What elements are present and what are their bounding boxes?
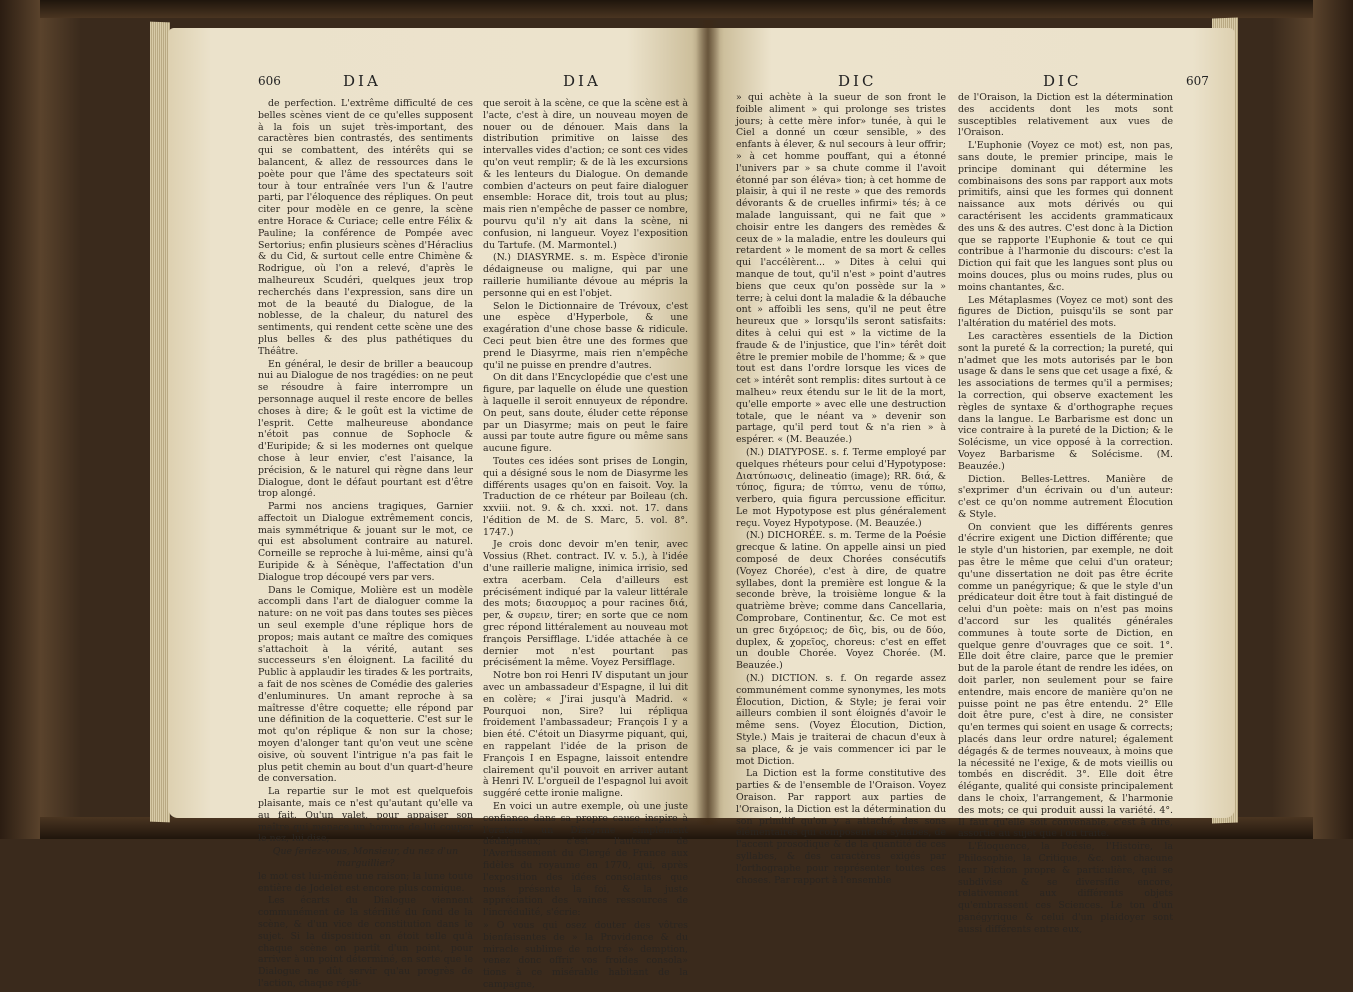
page-edges-left — [150, 22, 170, 823]
paragraph: que seroit à la scène, ce que la scène est à l'acte, c'est à dire, un nouveau moyen de nouer ou de dénouer. Mais dans la distribution primitive on laisse des intervalles vides d'action; ce sont ces vides qu'on veut remplir; & de là les excursions & les lenteurs du Dialogue. On demande combien d'acteurs on peut faire dialoguer ensemble: Horace dit, trois tout au plus; mais rien n'empêche de passer ce nombre, pourvu qu'il n'y ait dans la scène, ni confusion, ni langueur. Voyez l'exposition du Tartufe. (M. Marmontel.) — [483, 98, 688, 251]
paragraph: Dans le Comique, Molière est un modèle accompli dans l'art de dialoguer comme la nature: on ne voit pas dans toutes ses pièces un seul exemple d'une réplique hors de propos; mais autant ce maître des comiques s'attachoit à la vérité, autant ses successeurs s'en éloignent. La facilité du Public à applaudir les tirades & les portraits, a fait de nos scènes de Comédie des galeries d'enluminures. Un amant reproche à sa maîtresse d'être coquette; elle répond par une définition de la coquetterie. C'est sur le mot qu'on réplique & non sur la chose; moyen d'alonger tant qu'on veut une scène oisive, où souvent l'intrigue n'a pas fait le plus petit chemin au bout d'un quart-d'heure de conversation. — [258, 584, 473, 785]
verse-quote: Que feriez-vous, Monsieur, du nez d'un marguillier? — [272, 846, 459, 869]
paragraph: L'Euphonie (Voyez ce mot) est, non pas, sans doute, le premier principe, mais le principe dominant qui détermine les combinaisons des sons par rapport aux mots primitifs, ainsi que les formes qui donnent naissance aux mots dérivés ou qui caractérisent les accidents grammaticaux des uns & des autres. C'est donc à la Diction que se rapporte l'Euphonie & tout ce qui contribue à l'harmonie du discours: c'est la Diction qui fait que les langues sont plus ou moins douces, plus ou moins rudes, plus ou moins chantantes, &c. — [958, 140, 1173, 293]
paragraph: La repartie sur le mot est quelquefois plaisante, mais ce n'est qu'autant qu'elle va au fait. Qu'un valet, pour appaiser son maître qui menace un homme de lui couper le nez, lui dise, — [258, 786, 473, 845]
paragraph: de l'Oraison, la Diction est la détermination des accidents dont les mots sont susceptibles relativement aux vues de l'Oraison. — [958, 92, 1173, 139]
paragraph: L'Éloquence, la Poésie, l'Histoire, la Philosophie, la Critique, &c. ont chacune leur Diction propre & particulière, qui se subdivise & se diversifie encore, relativement aux différents objets qu'embrassent ces Sciences. Le ton d'un panégyrique & celui d'un plaidoyer sont aussi différents entre eux, — [958, 841, 1173, 935]
running-head: DIA — [563, 72, 601, 90]
page-number: 606 — [258, 74, 281, 88]
right-page-column-2 — [958, 92, 1173, 937]
paragraph: Les écarts du Dialogue viennent communément de la stérilité du fond de la scène, & d'un vice de constitution dans le sujet. Si la disposition en étoit telle qu'à chaque scène on partît d'un point, pour arriver à un point déterminé, en sorte que le Dialogue ne dût servir qu'au progrès de l'action, chaque répli- — [258, 895, 473, 989]
left-page — [168, 28, 708, 990]
paragraph: La Diction est la forme constitutive des parties & de l'ensemble de l'Oraison. Voyez Oraison. Par rapport aux parties de l'Oraison, la Diction est la détermination du son primitif qu'on y a attaché, des sons élémentaires qui composent les syllabes, de l'accent prosodique & de la quantité de ces syllabes, & des caractères exigés par l'orthographe pour représenter toutes ces choses. Par rapport à l'ensemble — [736, 768, 946, 886]
entry-dichoree: (N.) DICHORÉE. s. m. Terme de la Poésie grecque & latine. On appelle ainsi un pied composé de deux Chorées consécutifs (Voyez Chorée), c'est à dire, de quatre syllabes, dont la première est longue & la seconde brève, la troisième longue & la quatrième brève; comme dans Cancellaria, Comprobare, Continentur, &c. Ce mot est un grec διχόρειος; de δὶς, bis, ou de δύο, duplex, & χορεῖος, choreus: c'est en effet un double Chorée. Voyez Chorée. (M. Beauzée.) — [736, 530, 946, 672]
paragraph: Les Métaplasmes (Voyez ce mot) sont des figures de Diction, puisqu'ils se sont par l'altération du matériel des mots. — [958, 294, 1173, 330]
paragraph: On dit dans l'Encyclopédie que c'est une figure, par laquelle on élude une question à laquelle il seroit ennuyeux de répondre. On peut, sans doute, éluder cette réponse par un Diasyrme; mais on peut le faire aussi par toute autre figure ou même sans aucune figure. — [483, 372, 688, 455]
book-cover-top — [40, 0, 1313, 18]
entry-diatypose: (N.) DIATYPOSE. s. f. Terme employé par quelques rhéteurs pour celui d'Hypotypose: Διατύπωσις, delineatio (image); RR. διά, & τύπος, figura; de τύπτω, venu de τύπω, verbero, quia figura percussione efficitur. Le mot Hypotypose est plus généralement reçu. Voyez Hypotypose. (M. Beauzée.) — [736, 446, 946, 529]
left-page-column-2 — [483, 98, 688, 992]
entry-diasyrme: (N.) DIASYRME. s. m. Espèce d'ironie dédaigneuse ou maligne, qui par une raillerie humiliante dévoue au mépris la personne qui en est l'objet. — [483, 252, 688, 299]
paragraph: de perfection. L'extrême difficulté de ces belles scènes vient de ce qu'elles supposent à la fois un sujet très-important, des caractères bien contrastés, des sentiments qui se combattent, des intérêts qui se balancent, & allez de ressources dans le poète pour que l'âme des spectateurs soit tour à tour entraînée vers l'un & l'autre parti, par l'éloquence des répliques. On peut citer pour modèle en ce genre, la scène entre Horace & Curiace; celle entre Félix & Pauline; la conférence de Pompée avec Sertorius; enfin plusieurs scènes d'Héraclius & du Cid, & surtout celle entre Chimène & Rodrigue, où l'on a relevé, d'après le malheureux Scudéri, quelques jeux trop recherchés dans l'expression, sans dire un mot de la beauté du Dialogue, de la noblesse, de la chaleur, du naturel des sentiments, qui rendent cette scène une des plus belles & des plus pathétiques du Théâtre. — [258, 98, 473, 357]
entry-diction-belles-lettres: Diction. Belles-Lettres. Manière de s'exprimer d'un écrivain ou d'un auteur: c'est ce qu'on nomme autrement Élocution & Style. — [958, 473, 1173, 520]
paragraph: On convient que les différents genres d'écrire exigent une Diction différente; que le style d'un historien, par exemple, ne doit pas être le même que celui d'un orateur; qu'une dissertation ne doit pas être écrite comme un panégyrique; & que le style d'un prédicateur doit être tout à fait distingué de celui d'un poète: mais on n'est pas moins d'accord sur les qualités générales communes à toute sorte de Diction, en quelque genre d'ouvrages que ce soit. 1°. Elle doit être claire, parce que le premier but de la parole étant de rendre les idées, on doit parler, non seulement pour se faire entendre, mais encore de manière qu'on ne puisse point ne pas être entendu. 2° Elle doit être pure, c'est à dire, ne consister qu'en termes qui soient en usage & corrects; placés dans leur ordre naturel; également dégagés & de termes nouveaux, à moins que la nécessité ne l'exige, & de mots vieillis ou tombés en discrédit. 3°. Elle doit être élégante, qualité qui consiste principalement dans le choix, l'arrangement, & l'harmonie des mots; ce qui produit aussi la variété. 4°. Il faut qu'elle soit convenable, c'est à dire, assortie au sujet que l'on traite. — [958, 521, 1173, 840]
paragraph: En voici un autre exemple, où une juste confiance dans sa propre cause inspire à l'orateur un Diasyrme simplement dédaigneux; c'est l'auteur de l'Avertissement du Clergé de France aux fidèles du royaume en 1770, qui, après l'exposition des idées consolantes que nous présente la foi, & la juste appréciation des vaines ressources de l'incrédulité, s'écrie: — [483, 801, 688, 919]
paragraph: Parmi nos anciens tragiques, Garnier affectoit un Dialogue extrêmement concis, mais symmétrique & jouant sur le mot, ce qui est absolument contraire au naturel. Corneille se reproche à lui-même, ainsi qu'à Euripide & à Sénèque, l'affectation d'un Dialogue trop découpé vers par vers. — [258, 501, 473, 583]
quotation: » O vous qui osez douter des vôtres bienfaisantes de » la Providence & du miracle sublime de notre ré» demption, venez donc offrir vos froides consola» tions à ce misérable habitant de la campagne, — [483, 919, 688, 990]
paragraph: Je crois donc devoir m'en tenir, avec Vossius (Rhet. contract. IV. v. 5.), à l'idée d'une raillerie maligne, inimica irrisio, sed extra acerbam. Cela d'ailleurs est précisément indiqué par la valeur littérale des mots; διασυρμος a pour racines διά, per, & συρειν, tirer; en sorte que ce nom grec répond littéralement au nouveau mot françois Persifflage. L'idée attachée à ce dernier mot n'est pourtant pas précisément la même. Voyez Persifflage. — [483, 539, 688, 669]
running-head: DIC — [838, 72, 877, 90]
paragraph: le mot est lui-même une raison; la lune toute entière de Jodelet est encore plus comique. — [258, 870, 473, 894]
paragraph: Les caractères essentiels de la Diction sont la pureté & la correction; la pureté, qui n'admet que les mots autorisés par le bon usage & dans le sens que cet usage a fixé, & les associations de termes qu'il a permises; la correction, qui observe exactement les règles de syntaxe & d'orthographe reçues dans la langue. Le Barbarisme est donc un vice contraire à la pureté de la Diction; & le Solécisme, un vice opposé à la correction. Voyez Barbarisme & Solécisme. (M. Beauzée.) — [958, 330, 1173, 472]
right-page-column-1 — [736, 92, 946, 887]
page-number: 607 — [1186, 74, 1209, 88]
right-page — [708, 28, 1235, 935]
quotation: » qui achète à la sueur de son front le foible aliment » qui prolonge ses tristes jours; à cette mère infor» tunée, à qui le Ciel a donné un cœur sensible, » des enfants à élever, & nul secours à leur offrir; » à cet homme pouffant, qui a étonné l'univers par » sa chute comme il l'avoit étonné par son éléva» tion; à cet homme de plaisir, à qui il ne reste » que des remords dévorants & de cruelles infirmi» tés; à ce malade languissant, qui ne fait que » choisir entre les dangers des remèdes & ceux de » la maladie, entre les douleurs qui retardent » le moment de sa mort & celles qui l'accélèrent... » Dites à celui qui manque de tout, qu'il n'est » point d'autres biens que ceux qu'on possède sur la » terre; à celui dont la maladie & la débauche ont » affoibli les sens, qu'il ne peut être heureux que » lorsqu'ils seront satisfaits: dites à celui qui est » la victime de la fraude & de l'injustice, que l'in» térêt doit être le premier mobile de l'homme; & » que tout est dans l'ordre lorsque les vices de cet » intérêt sont remplis: dites surtout à ce malheu» reux étendu sur le lit de la mort, qu'elle emporte » avec elle une destruction totale, que le néant va » devenir son partage, qu'il perd tout & n'a rien » à espérer. « (M. Beauzée.) — [736, 92, 946, 446]
paragraph: Toutes ces idées sont prises de Longin, qui a désigné sous le nom de Diasyrme les différents usages qu'on en faisoit. Voy. la Traduction de ce rhéteur par Boileau (ch. xxviii. not. 9. & ch. xxxi. not. 17. dans l'édition de M. de S. Marc, 5. vol. 8°. 1747.) — [483, 455, 688, 538]
paragraph: En général, le desir de briller a beaucoup nui au Dialogue de nos tragédies: on ne peut se résoudre à faire interrompre un personnage auquel il reste encore de belles choses à dire; & le goût est la victime de l'esprit. Cette malheureuse abondance n'étoit pas connue de Sophocle & d'Euripide; & si les modernes ont quelque chose à leur envier, c'est l'aisance, la précision, & le naturel qui règne dans leur Dialogue, dont le défaut pourtant est d'être trop alongé. — [258, 358, 473, 500]
paragraph: Notre bon roi Henri IV disputant un jour avec un ambassadeur d'Espagne, il lui dit en colère; « J'irai jusqu'à Madrid. « Pourquoi non, Sire? lui répliqua froidement l'ambassadeur; François I y a bien été. C'étoit un Diasyrme piquant, qui, en rappelant l'idée de la prison de François I en Espagne, laissoit entendre clairement qu'il pouvoit en arriver autant à Henri IV. L'orgueil de l'espagnol lui avoit suggéré cette ironie maligne. — [483, 670, 688, 800]
book-gutter — [696, 20, 720, 825]
entry-diction: (N.) DICTION. s. f. On regarde assez communément comme synonymes, les mots Élocution, Diction, & Style; je ferai voir ailleurs combien il sont éloignés d'avoir le même sens. (Voyez Élocution, Diction, Style.) Mais je traiterai de chacun d'eux à sa place, & je vais commencer ici par le mot Diction. — [736, 673, 946, 767]
paragraph: Selon le Dictionnaire de Trévoux, c'est une espèce d'Hyperbole, & une exagération d'une chose basse & ridicule. Ceci peut bien être une des formes que prend le Diasyrme, mais rien n'empêche qu'il ne puisse en prendre d'autres. — [483, 300, 688, 371]
running-head: DIC — [1043, 72, 1082, 90]
running-head: DIA — [343, 72, 381, 90]
left-page-column-1 — [258, 98, 473, 991]
